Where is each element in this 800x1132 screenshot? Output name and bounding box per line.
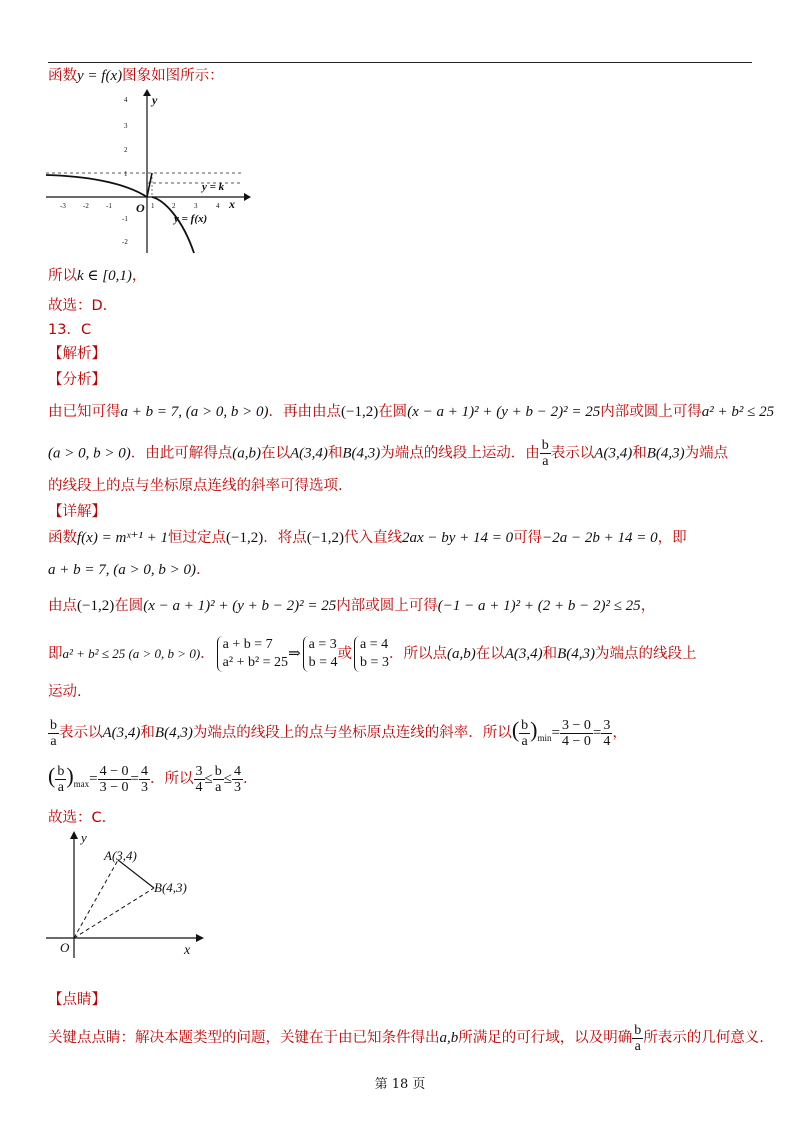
detail-line1: 函数f(x) = mˣ⁺¹ + 1恒过定点(−1,2)．将点(−1,2)代入直线2ax − by + 14 = 0可得−2a − 2b + 14 = 0，即 [48, 530, 687, 546]
range-right: $\frac{4}{3}$ [233, 763, 241, 795]
curve-middle-branch [147, 173, 152, 197]
line-label: y = k [202, 181, 225, 193]
y-tick-2: 2 [124, 146, 128, 154]
max-result: $\frac{4}{3}$ [141, 763, 148, 795]
intro-line: 函数y = f(x)图象如图所示： [48, 68, 224, 84]
point-A-label: A(3,4) [104, 848, 137, 863]
fenxi-heading: 【分析】 [48, 372, 106, 388]
x-tick-1: 1 [151, 202, 155, 210]
x-axis-arrow [244, 193, 251, 201]
function-graph [44, 88, 254, 258]
x-tick-4: 4 [216, 202, 220, 210]
answer13: 故选：C. [48, 810, 107, 826]
so-k-line: 所以k ∈ [0,1)， [48, 268, 147, 284]
x-tick-neg3: -3 [60, 202, 66, 210]
solution-1: a = 3 b = 4 [303, 636, 338, 672]
fenxi-line3: 的线段上的点与坐标原点连线的斜率可得选项. [48, 478, 343, 494]
fraction-b-over-a: $\frac{b}{a}$ [634, 1022, 642, 1054]
range-left: $\frac{3}{4}$ [195, 763, 203, 795]
curve-left-branch [46, 175, 147, 197]
answer12: 故选：D. [48, 298, 108, 314]
x-tick-neg2: -2 [83, 202, 89, 210]
origin-label: O [136, 201, 145, 215]
x-axis-label: x [184, 943, 191, 958]
segment-AB [118, 860, 154, 888]
dashed-OB [74, 888, 154, 938]
fenxi-line1: 由已知可得a + b = 7, (a > 0, b > 0)．再由由点(−1,2)在圆(x − a + 1)² + (y + b − 2)² = 25内部或圆上可得a² + b² ≤ 25 [48, 404, 775, 420]
detail-line5: 运动. [48, 684, 82, 700]
y-axis-label: y [81, 830, 87, 845]
fraction-b-over-a-min: $\frac{b}{a}$ [521, 717, 529, 749]
y-axis-label: y [152, 93, 158, 107]
detail-line2: a + b = 7, (a > 0, b > 0). [48, 562, 201, 578]
header-rule [48, 62, 752, 63]
min-result: $\frac{3}{4}$ [603, 717, 611, 749]
fenxi-line2: (a > 0, b > 0)．由此可解得点(a,b)在以A(3,4)和B(4,3)为端点的线段上运动．由 $\frac{b}{a}$ 表示以A(3,4)和B(4,3)为端点 [48, 438, 729, 469]
detail-line7: ( $\frac{b}{a}$ )$_{max}=$ $\frac{4 - 0}{3 - 0}$ = $\frac{4}{3}$ ．所以 $\frac{3}{4}$ ≤ $\frac{b}{a}$ ≤ $\frac{4}{3}$ . [48, 763, 248, 795]
solution-2: a = 4 b = 3 [354, 636, 389, 672]
dashed-OA [74, 860, 118, 938]
y-axis-arrow [143, 89, 151, 96]
detail-line3: 由点(−1,2)在圆(x − a + 1)² + (y + b − 2)² = 25内部或圆上可得(−1 − a + 1)² + (2 + b − 2)² ≤ 25， [48, 598, 656, 614]
curve-label: y = f(x) [174, 213, 208, 225]
dianjing-line: 关键点点睛：解决本题类型的问题，关键在于由已知条件得出a,b所满足的可行域，以及明确 $\frac{b}{a}$ 所表示的几何意义. [48, 1022, 764, 1054]
segment-graph [44, 830, 214, 960]
y-tick-4: 4 [124, 96, 128, 104]
y-tick-neg2: -2 [122, 238, 128, 246]
system-equations: a + b = 7 a² + b² = 25 [217, 636, 288, 672]
fraction-b-over-a-max: $\frac{b}{a}$ [57, 763, 65, 795]
y-tick-neg1: -1 [122, 215, 128, 223]
y-axis-arrow [70, 831, 78, 839]
dianjing-heading: 【点睛】 [48, 992, 106, 1008]
min-fraction: $\frac{3 - 0}{4 - 0}$ [561, 717, 591, 749]
range-mid: $\frac{b}{a}$ [214, 763, 222, 795]
q13-title: 13．C [48, 322, 92, 338]
analysis-heading: 【解析】 [48, 346, 106, 362]
fraction-b-over-a: $\frac{b}{a}$ [541, 438, 549, 469]
x-tick-neg1: -1 [106, 202, 112, 210]
max-fraction: $\frac{4 - 0}{3 - 0}$ [99, 763, 129, 795]
y-tick-1: 1 [124, 170, 128, 178]
x-axis-label: x [229, 197, 235, 211]
y-tick-3: 3 [124, 122, 128, 130]
origin-label: O [60, 940, 70, 955]
x-tick-3: 3 [194, 202, 198, 210]
x-axis-arrow [196, 934, 204, 942]
detail-line6: $\frac{b}{a}$ 表示以A(3,4)和B(4,3)为端点的线段上的点与坐标原点连线的斜率．所以( $\frac{b}{a}$ )$_{min}=$ $\frac{3 - 0}{4 - 0}$ = $\frac{3}{4}$ ， [50, 717, 627, 749]
x-tick-2: 2 [172, 202, 176, 210]
point-B-label: B(4,3) [154, 880, 187, 895]
fraction-b-over-a: $\frac{b}{a}$ [50, 717, 57, 749]
detail-heading: 【详解】 [48, 504, 106, 520]
page-footer: 第 18 页 [374, 1077, 426, 1092]
detail-line4: 即a² + b² ≤ 25 (a > 0, b > 0)． a + b = 7 a² + b² = 25 ⇒ a = 3 b = 4 或 a = 4 b = 3 ．所以点(a,b)在以A(3,4)和B(4,3)为端点的线段上 [48, 637, 697, 670]
